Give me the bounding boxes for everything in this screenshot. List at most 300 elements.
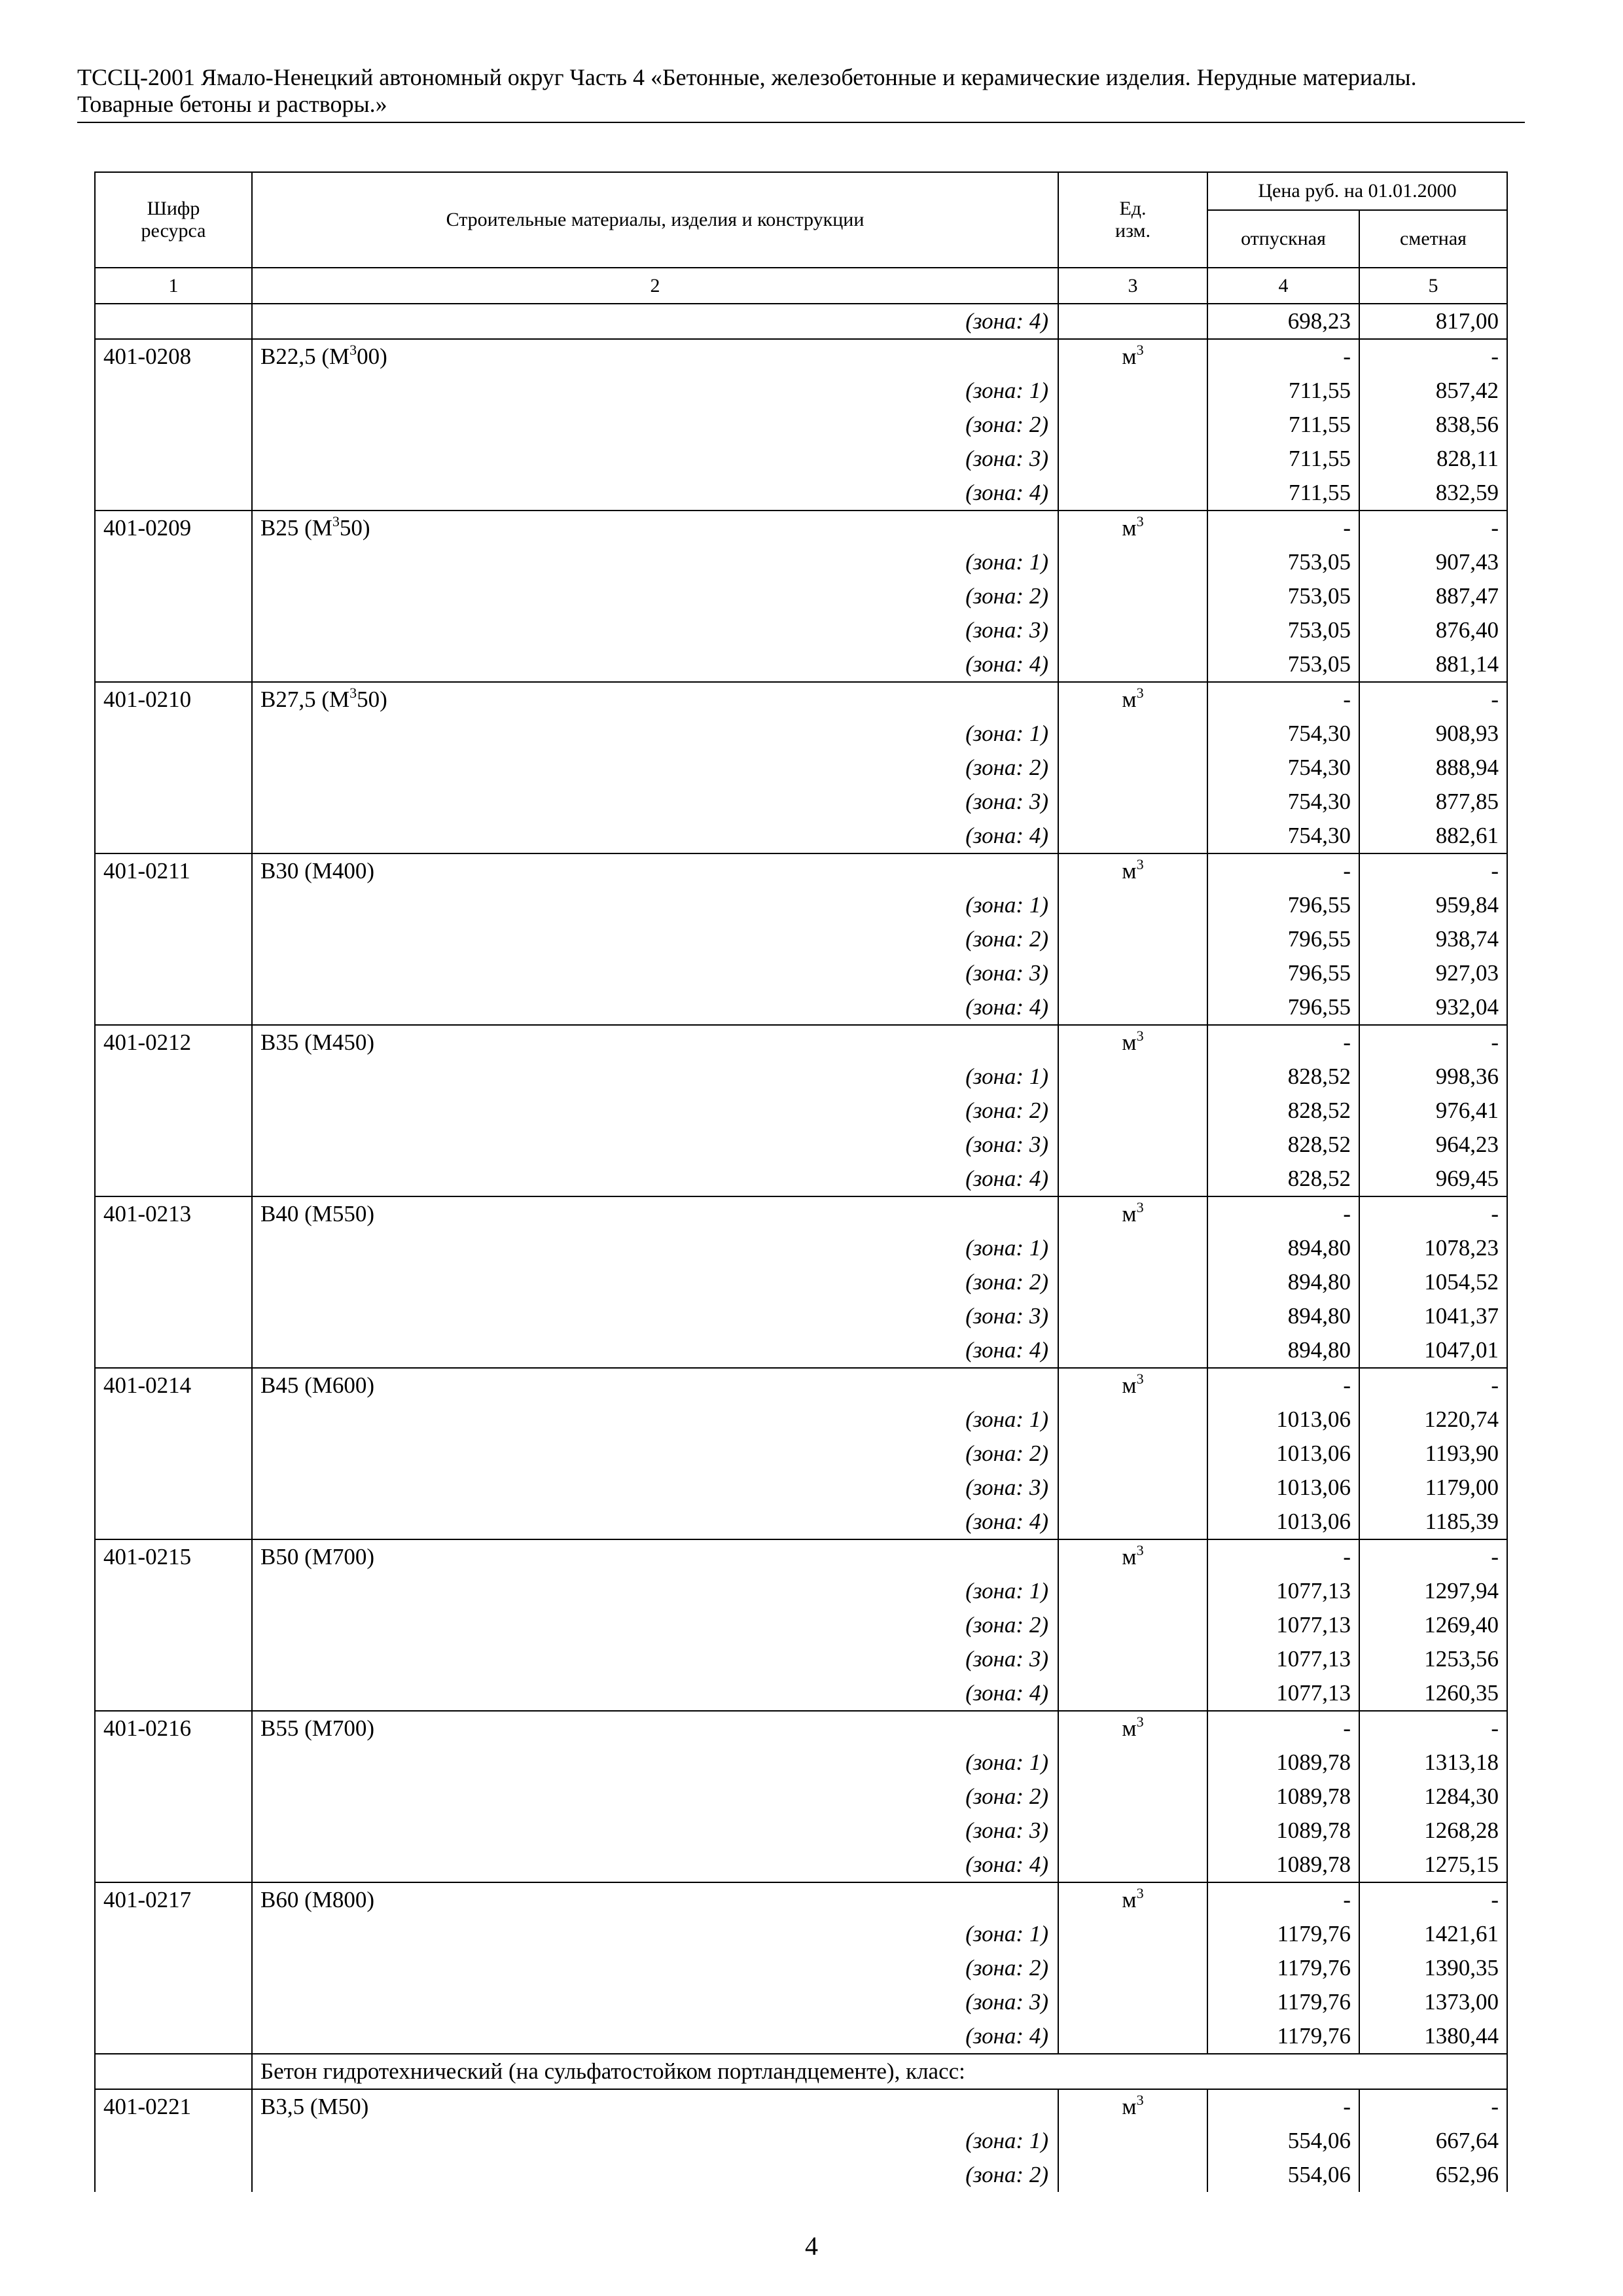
unit-cell <box>1058 1608 1207 1642</box>
unit-cell <box>1058 1848 1207 1882</box>
table-row <box>95 717 1507 751</box>
unit-superscript: 3 <box>1136 1199 1144 1215</box>
zone-label: (зона: 2) <box>252 2158 1058 2192</box>
release-price: 828,52 <box>1207 1094 1359 1128</box>
column-number: 1 <box>95 268 252 304</box>
zone-label: (зона: 1) <box>252 888 1058 922</box>
material-name-superscript: 3 <box>349 685 357 701</box>
estimate-price: 1253,56 <box>1359 1642 1507 1676</box>
unit-cell <box>1058 442 1207 476</box>
unit-cell <box>1058 1539 1207 1574</box>
table-row <box>95 1780 1507 1814</box>
release-price: - <box>1207 682 1359 717</box>
zone-label: (зона: 3) <box>252 956 1058 990</box>
release-price: 1089,78 <box>1207 1780 1359 1814</box>
estimate-price: - <box>1359 1025 1507 1060</box>
table-row <box>95 751 1507 785</box>
estimate-price: 976,41 <box>1359 1094 1507 1128</box>
estimate-price: 832,59 <box>1359 476 1507 511</box>
estimate-price: - <box>1359 2089 1507 2124</box>
table-row <box>95 1162 1507 1196</box>
unit-cell <box>1058 717 1207 751</box>
code-cell <box>95 2124 252 2158</box>
estimate-price: 881,14 <box>1359 647 1507 682</box>
column-number: 2 <box>252 268 1058 304</box>
estimate-price: 938,74 <box>1359 922 1507 956</box>
unit-cell <box>1058 1642 1207 1676</box>
estimate-price: 888,94 <box>1359 751 1507 785</box>
release-price: 796,55 <box>1207 990 1359 1025</box>
code-cell <box>95 1094 252 1128</box>
code-cell <box>95 442 252 476</box>
table-row <box>95 785 1507 819</box>
unit-cell <box>1058 956 1207 990</box>
estimate-price: 887,47 <box>1359 579 1507 613</box>
unit-cell <box>1058 613 1207 647</box>
estimate-price: 1260,35 <box>1359 1676 1507 1711</box>
material-name: B50 (M700) <box>252 1539 1058 1574</box>
estimate-price: 1078,23 <box>1359 1231 1507 1265</box>
zone-label: (зона: 1) <box>252 1746 1058 1780</box>
code-cell <box>95 1608 252 1642</box>
unit-cell <box>1058 1676 1207 1711</box>
table-row <box>95 1848 1507 1882</box>
code-cell <box>95 647 252 682</box>
code-cell <box>95 990 252 1025</box>
material-name: B55 (M700) <box>252 1711 1058 1746</box>
unit-cell <box>1058 1162 1207 1196</box>
unit-cell <box>1058 682 1207 717</box>
resource-code: 401-0216 <box>95 1711 252 1746</box>
release-price: 754,30 <box>1207 751 1359 785</box>
table-row <box>95 1676 1507 1711</box>
unit-cell <box>1058 1471 1207 1505</box>
release-price: 828,52 <box>1207 1162 1359 1196</box>
release-price: 711,55 <box>1207 374 1359 408</box>
table-row <box>95 1403 1507 1437</box>
code-cell <box>95 956 252 990</box>
table-body <box>95 304 1507 2192</box>
unit-cell <box>1058 1917 1207 1951</box>
unit-text: м <box>1122 1201 1137 1227</box>
material-name-part: 00) <box>357 344 387 369</box>
estimate-price: 1275,15 <box>1359 1848 1507 1882</box>
resource-code: 401-0208 <box>95 339 252 374</box>
zone-label: (зона: 4) <box>252 1162 1058 1196</box>
header-rule <box>77 122 1525 123</box>
estimate-price: 1269,40 <box>1359 1608 1507 1642</box>
unit-cell <box>1058 339 1207 374</box>
zone-label: (зона: 3) <box>252 1985 1058 2019</box>
zone-label: (зона: 2) <box>252 1951 1058 1985</box>
zone-label: (зона: 2) <box>252 751 1058 785</box>
resource-code: 401-0213 <box>95 1196 252 1231</box>
release-price: 1077,13 <box>1207 1608 1359 1642</box>
unit-cell <box>1058 1231 1207 1265</box>
estimate-price: 1220,74 <box>1359 1403 1507 1437</box>
table-row <box>95 304 1507 339</box>
table-row <box>95 2158 1507 2192</box>
code-cell <box>95 751 252 785</box>
release-price: 754,30 <box>1207 785 1359 819</box>
zone-label: (зона: 4) <box>252 1505 1058 1539</box>
table-row <box>95 682 1507 717</box>
table-row <box>95 1642 1507 1676</box>
unit-cell <box>1058 819 1207 853</box>
estimate-price: 652,96 <box>1359 2158 1507 2192</box>
zone-label: (зона: 2) <box>252 1780 1058 1814</box>
code-cell <box>95 613 252 647</box>
table-row <box>95 922 1507 956</box>
unit-superscript: 3 <box>1136 1542 1144 1558</box>
zone-label: (зона: 1) <box>252 1574 1058 1608</box>
material-name <box>252 511 1058 545</box>
zone-label: (зона: 3) <box>252 442 1058 476</box>
material-name-part: 50) <box>357 687 387 712</box>
resource-code: 401-0210 <box>95 682 252 717</box>
resource-code: 401-0211 <box>95 853 252 888</box>
code-cell <box>95 1231 252 1265</box>
unit-cell <box>1058 1882 1207 1917</box>
code-cell <box>95 819 252 853</box>
unit-superscript: 3 <box>1136 1028 1144 1044</box>
page-number: 4 <box>805 2231 818 2261</box>
table-row <box>95 339 1507 374</box>
code-cell <box>95 1128 252 1162</box>
unit-superscript: 3 <box>1136 2092 1144 2108</box>
release-price: 1089,78 <box>1207 1814 1359 1848</box>
zone-label: (зона: 2) <box>252 1094 1058 1128</box>
column-header-release: отпускная <box>1207 210 1359 268</box>
unit-cell <box>1058 2124 1207 2158</box>
unit-text: м <box>1122 344 1137 369</box>
unit-superscript: 3 <box>1136 685 1144 701</box>
resource-code: 401-0209 <box>95 511 252 545</box>
unit-cell <box>1058 1403 1207 1437</box>
code-cell <box>95 1676 252 1711</box>
table-row <box>95 888 1507 922</box>
estimate-price: 828,11 <box>1359 442 1507 476</box>
release-price: 753,05 <box>1207 579 1359 613</box>
code-cell <box>95 1505 252 1539</box>
zone-label: (зона: 2) <box>252 922 1058 956</box>
zone-label: (зона: 2) <box>252 408 1058 442</box>
release-price: 1013,06 <box>1207 1403 1359 1437</box>
table-row <box>95 1025 1507 1060</box>
zone-label: (зона: 3) <box>252 1128 1058 1162</box>
zone-label: (зона: 3) <box>252 1814 1058 1848</box>
unit-superscript: 3 <box>1136 856 1144 872</box>
table-row <box>95 1539 1507 1574</box>
release-price: 1179,76 <box>1207 1951 1359 1985</box>
code-cell <box>95 1471 252 1505</box>
table-row <box>95 956 1507 990</box>
estimate-price: 1421,61 <box>1359 1917 1507 1951</box>
table-row <box>95 1882 1507 1917</box>
release-price: 894,80 <box>1207 1265 1359 1299</box>
code-cell <box>95 1814 252 1848</box>
unit-cell <box>1058 1711 1207 1746</box>
zone-label: (зона: 4) <box>252 1676 1058 1711</box>
estimate-price: 1313,18 <box>1359 1746 1507 1780</box>
zone-label: (зона: 3) <box>252 785 1058 819</box>
release-price: 796,55 <box>1207 888 1359 922</box>
zone-label: (зона: 4) <box>252 1848 1058 1882</box>
estimate-price: - <box>1359 1539 1507 1574</box>
release-price: 796,55 <box>1207 956 1359 990</box>
unit-text: м <box>1122 1544 1137 1570</box>
code-cell <box>95 1951 252 1985</box>
release-price: 894,80 <box>1207 1231 1359 1265</box>
unit-text: м <box>1122 1030 1137 1055</box>
estimate-price: 1380,44 <box>1359 2019 1507 2054</box>
estimate-price: 908,93 <box>1359 717 1507 751</box>
estimate-price: 1041,37 <box>1359 1299 1507 1333</box>
unit-cell <box>1058 1746 1207 1780</box>
unit-cell <box>1058 408 1207 442</box>
code-cell <box>95 1403 252 1437</box>
table-row <box>95 1505 1507 1539</box>
release-price: - <box>1207 1196 1359 1231</box>
release-price: - <box>1207 1539 1359 1574</box>
unit-cell <box>1058 579 1207 613</box>
material-name-superscript: 3 <box>349 342 357 358</box>
material-name: B3,5 (M50) <box>252 2089 1058 2124</box>
column-number: 4 <box>1207 268 1359 304</box>
table-row <box>95 1299 1507 1333</box>
unit-cell <box>1058 922 1207 956</box>
code-cell <box>95 1265 252 1299</box>
table-row <box>95 1574 1507 1608</box>
table-row <box>95 819 1507 853</box>
release-price: 1013,06 <box>1207 1505 1359 1539</box>
unit-cell <box>1058 1025 1207 1060</box>
unit-cell <box>1058 1505 1207 1539</box>
release-price: 1013,06 <box>1207 1471 1359 1505</box>
table-row <box>95 1437 1507 1471</box>
unit-cell <box>1058 1196 1207 1231</box>
zone-label: (зона: 3) <box>252 1299 1058 1333</box>
unit-superscript: 3 <box>1136 1371 1144 1387</box>
estimate-price: 877,85 <box>1359 785 1507 819</box>
table-row <box>95 1471 1507 1505</box>
table-row <box>95 647 1507 682</box>
code-cell <box>95 1746 252 1780</box>
code-cell <box>95 1162 252 1196</box>
release-price: 554,06 <box>1207 2158 1359 2192</box>
code-cell <box>95 1299 252 1333</box>
unit-cell <box>1058 990 1207 1025</box>
code-cell <box>95 717 252 751</box>
release-price: - <box>1207 1711 1359 1746</box>
zone-label: (зона: 1) <box>252 717 1058 751</box>
estimate-price: 1054,52 <box>1359 1265 1507 1299</box>
release-price: 1077,13 <box>1207 1642 1359 1676</box>
table-row <box>95 374 1507 408</box>
unit-cell <box>1058 1333 1207 1368</box>
material-name-superscript: 3 <box>332 513 340 529</box>
unit-cell <box>1058 374 1207 408</box>
estimate-price: 876,40 <box>1359 613 1507 647</box>
table-row <box>95 511 1507 545</box>
unit-cell <box>1058 785 1207 819</box>
material-name: B40 (M550) <box>252 1196 1058 1231</box>
zone-label: (зона: 2) <box>252 579 1058 613</box>
estimate-price: - <box>1359 1711 1507 1746</box>
code-cell <box>95 545 252 579</box>
estimate-price: 1193,90 <box>1359 1437 1507 1471</box>
release-price: - <box>1207 1025 1359 1060</box>
table-row <box>95 1094 1507 1128</box>
table-row <box>95 1231 1507 1265</box>
estimate-price: - <box>1359 853 1507 888</box>
code-cell <box>95 1642 252 1676</box>
release-price: - <box>1207 853 1359 888</box>
unit-cell <box>1058 1780 1207 1814</box>
zone-label: (зона: 1) <box>252 1060 1058 1094</box>
zone-label: (зона: 1) <box>252 2124 1058 2158</box>
code-cell <box>95 1780 252 1814</box>
release-price: 711,55 <box>1207 476 1359 511</box>
zone-label: (зона: 3) <box>252 613 1058 647</box>
table-row <box>95 1814 1507 1848</box>
unit-cell <box>1058 888 1207 922</box>
table-row <box>95 1060 1507 1094</box>
release-price: 1179,76 <box>1207 1917 1359 1951</box>
column-number: 5 <box>1359 268 1507 304</box>
estimate-price: 998,36 <box>1359 1060 1507 1094</box>
estimate-price: 838,56 <box>1359 408 1507 442</box>
release-price: 1089,78 <box>1207 1746 1359 1780</box>
unit-text: м <box>1122 858 1137 884</box>
table-row <box>95 1917 1507 1951</box>
material-name: B60 (M800) <box>252 1882 1058 1917</box>
release-price: 754,30 <box>1207 819 1359 853</box>
release-price: 554,06 <box>1207 2124 1359 2158</box>
material-name-part: 50) <box>339 515 370 541</box>
unit-cell <box>1058 1265 1207 1299</box>
unit-text: м <box>1122 1887 1137 1912</box>
code-cell <box>95 1574 252 1608</box>
zone-label: (зона: 3) <box>252 1642 1058 1676</box>
code-cell <box>95 408 252 442</box>
table-row <box>95 2124 1507 2158</box>
unit-cell <box>1058 304 1207 339</box>
section-row <box>95 2054 1507 2089</box>
unit-cell <box>1058 751 1207 785</box>
release-price: 828,52 <box>1207 1128 1359 1162</box>
material-name-part: B27,5 (M <box>260 687 350 712</box>
estimate-price: 907,43 <box>1359 545 1507 579</box>
zone-label: (зона: 2) <box>252 1437 1058 1471</box>
estimate-price: 882,61 <box>1359 819 1507 853</box>
table-row <box>95 1711 1507 1746</box>
zone-label: (зона: 1) <box>252 545 1058 579</box>
unit-cell <box>1058 647 1207 682</box>
unit-cell <box>1058 1368 1207 1403</box>
material-name <box>252 339 1058 374</box>
code-cell <box>95 1333 252 1368</box>
estimate-price: 1268,28 <box>1359 1814 1507 1848</box>
code-cell <box>95 374 252 408</box>
resource-code: 401-0221 <box>95 2089 252 2124</box>
release-price: 698,23 <box>1207 304 1359 339</box>
release-price: 1179,76 <box>1207 2019 1359 2054</box>
unit-superscript: 3 <box>1136 1713 1144 1730</box>
header-line-2: Товарные бетоны и растворы.» <box>77 91 387 117</box>
material-name: B45 (M600) <box>252 1368 1058 1403</box>
unit-cell <box>1058 1951 1207 1985</box>
estimate-price: 857,42 <box>1359 374 1507 408</box>
estimate-price: 964,23 <box>1359 1128 1507 1162</box>
table-row <box>95 1333 1507 1368</box>
table-row <box>95 853 1507 888</box>
code-cell <box>95 304 252 339</box>
code-cell <box>95 1060 252 1094</box>
release-price: 754,30 <box>1207 717 1359 751</box>
zone-label: (зона: 3) <box>252 1471 1058 1505</box>
table-row <box>95 613 1507 647</box>
release-price: 828,52 <box>1207 1060 1359 1094</box>
estimate-price: 1047,01 <box>1359 1333 1507 1368</box>
release-price: - <box>1207 1368 1359 1403</box>
material-name: B35 (M450) <box>252 1025 1058 1060</box>
document-header <box>77 64 1524 118</box>
release-price: 711,55 <box>1207 408 1359 442</box>
unit-cell <box>1058 545 1207 579</box>
release-price: - <box>1207 511 1359 545</box>
material-name: B30 (M400) <box>252 853 1058 888</box>
unit-cell <box>1058 1128 1207 1162</box>
unit-text: м <box>1122 2094 1137 2119</box>
unit-cell <box>1058 1060 1207 1094</box>
estimate-price: 1284,30 <box>1359 1780 1507 1814</box>
release-price: 1179,76 <box>1207 1985 1359 2019</box>
zone-label: (зона: 1) <box>252 1917 1058 1951</box>
resource-code: 401-0214 <box>95 1368 252 1403</box>
release-price: - <box>1207 1882 1359 1917</box>
table-row <box>95 990 1507 1025</box>
table-row <box>95 1746 1507 1780</box>
zone-label: (зона: 4) <box>252 1333 1058 1368</box>
unit-cell <box>1058 476 1207 511</box>
release-price: 753,05 <box>1207 647 1359 682</box>
code-cell <box>95 785 252 819</box>
column-header-name: Строительные материалы, изделия и конструкции <box>252 172 1058 268</box>
estimate-price: 667,64 <box>1359 2124 1507 2158</box>
code-cell <box>95 476 252 511</box>
table-row <box>95 442 1507 476</box>
code-cell <box>95 579 252 613</box>
estimate-price: 932,04 <box>1359 990 1507 1025</box>
unit-superscript: 3 <box>1136 342 1144 358</box>
code-cell <box>95 1985 252 2019</box>
material-name-part: B22,5 (M <box>260 344 350 369</box>
unit-cell <box>1058 1437 1207 1471</box>
estimate-price: 1185,39 <box>1359 1505 1507 1539</box>
table-row <box>95 579 1507 613</box>
unit-cell <box>1058 511 1207 545</box>
release-price: - <box>1207 339 1359 374</box>
estimate-price: - <box>1359 1882 1507 1917</box>
zone-label: (зона: 2) <box>252 1608 1058 1642</box>
unit-cell <box>1058 1985 1207 2019</box>
table-row <box>95 2019 1507 2054</box>
estimate-price: 1373,00 <box>1359 1985 1507 2019</box>
code-cell <box>95 2054 252 2089</box>
table-row <box>95 1265 1507 1299</box>
estimate-price: 969,45 <box>1359 1162 1507 1196</box>
